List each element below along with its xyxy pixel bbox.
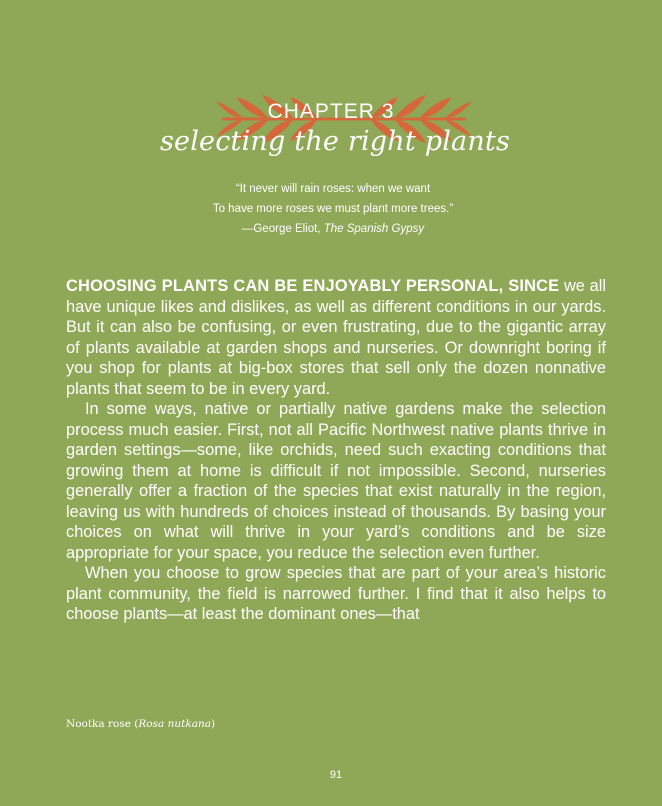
epigraph-attribution xyxy=(0,219,662,239)
caption-common-name: Nootka rose ( xyxy=(66,718,139,730)
lead-in-caps: CHOOSING PLANTS CAN BE ENJOYABLY PERSONAL, SINCE xyxy=(66,277,560,295)
paragraph-3: When you choose to grow species that are part of your area’s historic plant community, the field is narrowed further. I find that it also helps to choose plants—at least the dominant ones—that xyxy=(66,564,606,623)
page-number: 91 xyxy=(329,769,343,781)
paragraph-2: In some ways, native or partially native gardens make the selection process much easier. First, not all Pacific Northwest native plants thrive in garden settings—some, like orchids, need such exacting conditions that growing them at home is difficult if not impossible. Second, nurseries generally offer a fraction of the species that exist naturally in the region, leaving us with hundreds of choices instead of thousands. By basing your choices on what will thrive in your yard’s conditions and be size appropriate for your space, you reduce the selection even further. xyxy=(66,400,606,562)
epigraph-author: —George Eliot, xyxy=(241,223,324,235)
photo-caption xyxy=(66,718,215,730)
epigraph xyxy=(0,179,662,239)
epigraph-line-1: “It never will rain roses: when we want xyxy=(235,183,431,195)
paragraph-1 xyxy=(66,276,606,399)
body-text xyxy=(66,276,606,625)
paragraph-1-text: we all have unique likes and dislikes, as well as different conditions in our yards. But it can also be confusing, or even frustrating, due to the gigantic array of plants available at garden shops and nurseries. Or downright boring if you shop for plants at big-box stores that sell only the dozen nonnative plants that seem to be in every yard. xyxy=(66,277,606,398)
caption-scientific-name: Rosa nutkana xyxy=(138,718,211,730)
caption-close: ) xyxy=(211,718,216,730)
epigraph-work-title: The Spanish Gypsy xyxy=(323,223,425,235)
epigraph-line-2: To have more roses we must plant more trees.” xyxy=(212,203,454,215)
chapter-title: selecting the right plants xyxy=(159,126,511,157)
chapter-number: CHAPTER 3 xyxy=(267,100,395,123)
